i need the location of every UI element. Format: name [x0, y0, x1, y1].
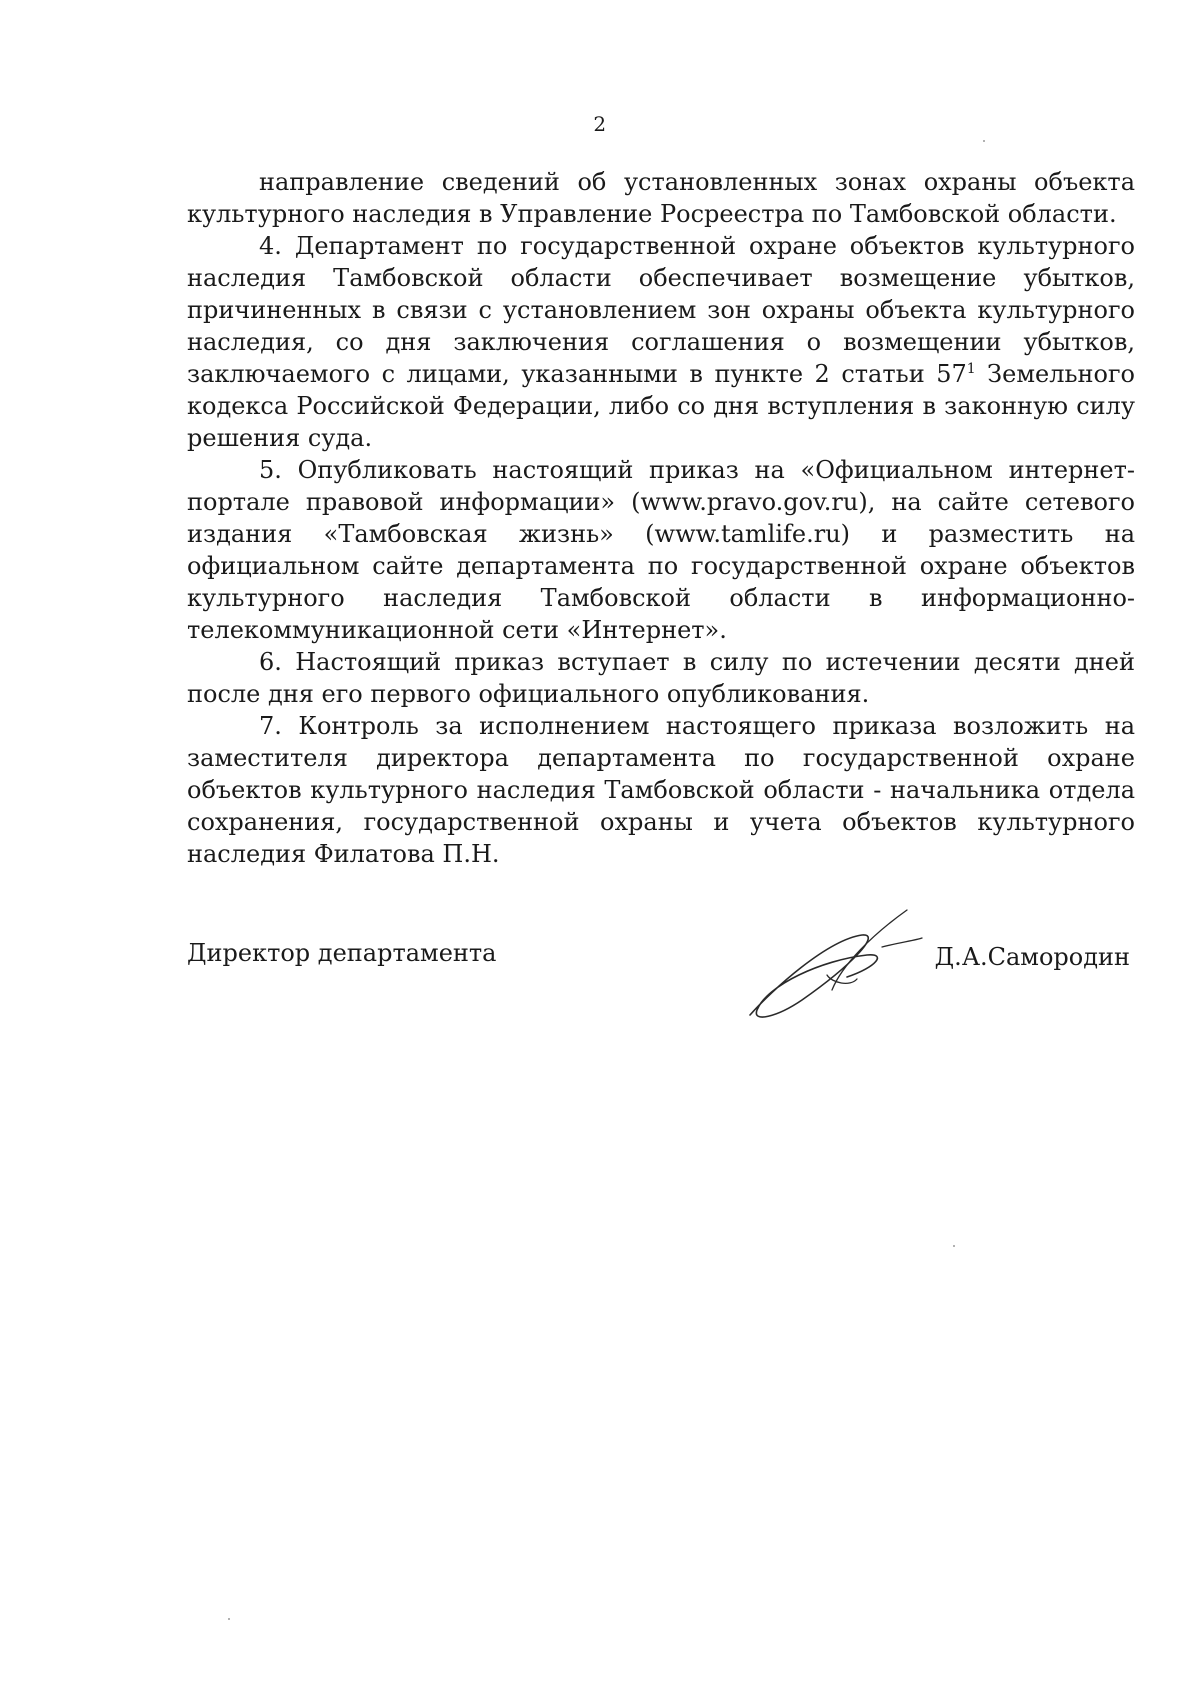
superscript-article-number: 1 — [966, 361, 976, 377]
page-number: 2 — [593, 112, 607, 136]
paragraph-4-text: 4. Департамент по государственной охране объектов культурного наследия Тамбовской области обеспечивает возмещение убытков, причиненных в связи с установлением зон охраны объекта культурного наследия, со дня заключения соглашения о возмещении убытков, заключаемого с лицами, указанными в пункте 2 статьи 57 — [187, 232, 1135, 388]
paragraph-4 — [187, 230, 1135, 454]
scan-speck — [983, 140, 985, 142]
scan-speck — [228, 1618, 230, 1620]
paragraph-4-text-end: Земельного кодекса Российской Федерации, либо со дня вступления в законную силу решения суда. — [187, 360, 1135, 452]
paragraph-6: 6. Настоящий приказ вступает в силу по истечении десяти дней после дня его первого официального опубликования. — [187, 648, 1135, 708]
document-body — [187, 166, 1135, 870]
paragraph-continuation: направление сведений об установленных зонах охраны объекта культурного наследия в Управление Росреестра по Тамбовской области. — [187, 168, 1135, 228]
signer-name: Д.А.Самородин — [934, 943, 1130, 971]
scan-speck — [953, 1245, 955, 1247]
signer-title: Директор департамента — [187, 939, 497, 967]
paragraph-7: 7. Контроль за исполнением настоящего приказа возложить на заместителя директора департамента по государственной охране объектов культурного наследия Тамбовской области - начальника отдела сохранения, государственной охраны и учета объектов культурного наследия Филатова П.Н. — [187, 712, 1135, 868]
signature-block — [187, 935, 1135, 1025]
handwritten-signature — [732, 905, 932, 1025]
paragraph-5: 5. Опубликовать настоящий приказ на «Официальном интернет-портале правовой информации» (www.pravo.gov.ru), на сайте сетевого издания «Тамбовская жизнь» (www.tamlife.ru) и разместить на официальном сайте департамента по государственной охране объектов культурного наследия Тамбовской области в информационно-телекоммуникационной сети «Интернет». — [187, 456, 1135, 644]
